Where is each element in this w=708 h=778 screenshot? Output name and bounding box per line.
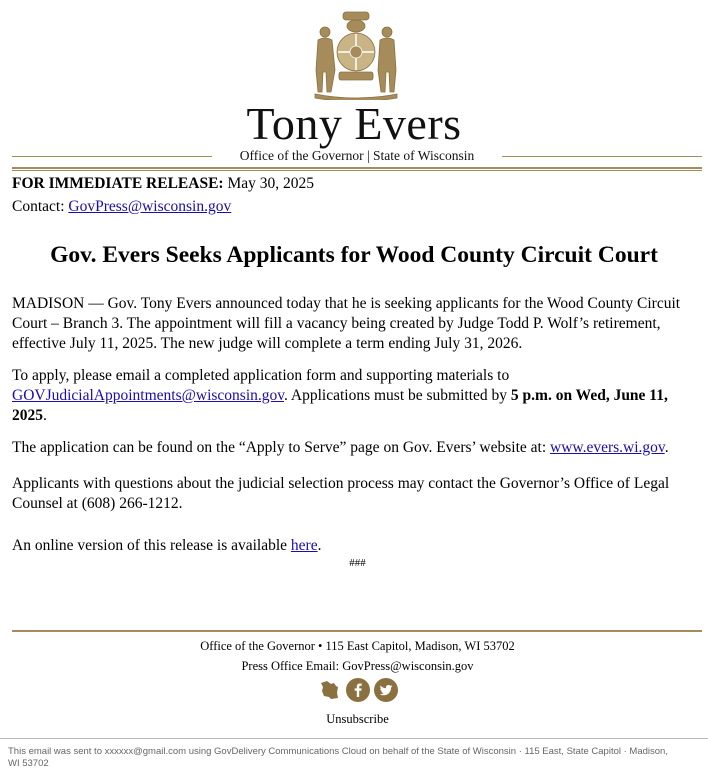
p1-line2: Court – Branch 3. The appointment will fill a vacancy being created by Judge Todd P. Wolf’s retirement, xyxy=(12,315,661,332)
office-separator: | xyxy=(366,148,370,163)
governor-name: Tony Evers xyxy=(246,98,462,149)
release-label: FOR IMMEDIATE RELEASE: xyxy=(12,175,224,192)
p3-text: The application can be found on the “Apply to Serve” page on Gov. Evers’ website at: xyxy=(12,439,551,456)
p5-text: An online version of this release is available xyxy=(12,537,291,554)
p2-line3 xyxy=(12,406,702,426)
p4-line2: Counsel at (608) 266-1212. xyxy=(12,495,183,512)
p4-line1: Applicants with questions about the judicial selection process may contact the Governor’s Office of Legal xyxy=(12,475,670,492)
office-left: Office of the Governor xyxy=(239,148,364,163)
contact-line xyxy=(12,197,702,217)
p2-mid: . Applications must be submitted by xyxy=(284,387,511,404)
state-seal-logo xyxy=(309,10,403,100)
p3-end: . xyxy=(664,439,669,456)
p1-line1: MADISON — Gov. Tony Evers announced today that he is seeking applicants for the Wood County Circuit xyxy=(12,295,681,312)
disclaimer-divider xyxy=(0,738,708,739)
paragraph-questions xyxy=(12,474,702,514)
paragraph-announcement xyxy=(12,294,702,354)
footer-address: Office of the Governor • 115 East Capitol, Madison, WI 53702 xyxy=(200,639,515,653)
online-version-link[interactable]: here xyxy=(290,537,318,554)
evers-website-link[interactable]: www.evers.wi.gov xyxy=(550,439,665,456)
p2-line2 xyxy=(12,386,702,406)
deadline-bold-2: 2025 xyxy=(12,407,43,424)
p2-end: . xyxy=(43,407,47,424)
release-date: May 30, 2025 xyxy=(227,175,314,192)
unsubscribe-link[interactable]: Unsubscribe xyxy=(326,712,389,726)
delivery-disclaimer: This email was sent to xxxxxx@gmail.com using GovDelivery Communications Cloud on behalf of the State of Wisconsin · 115 East, State Capitol · Madison, WI 53702 xyxy=(8,746,668,769)
p5-end: . xyxy=(317,537,322,554)
wisconsin-map-icon[interactable] xyxy=(318,678,342,702)
twitter-icon[interactable] xyxy=(374,678,398,702)
footer-divider xyxy=(12,630,702,632)
paragraph-apply xyxy=(12,366,702,426)
p1-line3: effective July 11, 2025. The new judge will complete a term ending July 31, 2026. xyxy=(12,335,523,352)
contact-label: Contact: xyxy=(12,198,65,215)
contact-email-link[interactable]: GovPress@wisconsin.gov xyxy=(68,198,232,215)
p2-line1: To apply, please email a completed application form and supporting materials to xyxy=(12,367,510,384)
release-line xyxy=(12,174,702,194)
header-rule xyxy=(12,146,702,168)
header-divider xyxy=(12,167,702,171)
deadline-bold-1: 5 p.m. on Wed, June 11, xyxy=(510,387,668,404)
rule-right xyxy=(502,156,702,157)
judicial-appointments-email-link[interactable]: GOVJudicialAppointments@wisconsin.gov xyxy=(12,387,285,404)
paragraph-online xyxy=(12,536,702,556)
facebook-icon[interactable] xyxy=(346,678,370,702)
end-marker: ### xyxy=(349,557,366,569)
paragraph-application xyxy=(12,438,702,458)
footer-press-email: Press Office Email: GovPress@wisconsin.gov xyxy=(241,659,474,673)
office-right: State of Wisconsin xyxy=(373,148,475,163)
headline: Gov. Evers Seeks Applicants for Wood County Circuit Court xyxy=(50,242,658,268)
